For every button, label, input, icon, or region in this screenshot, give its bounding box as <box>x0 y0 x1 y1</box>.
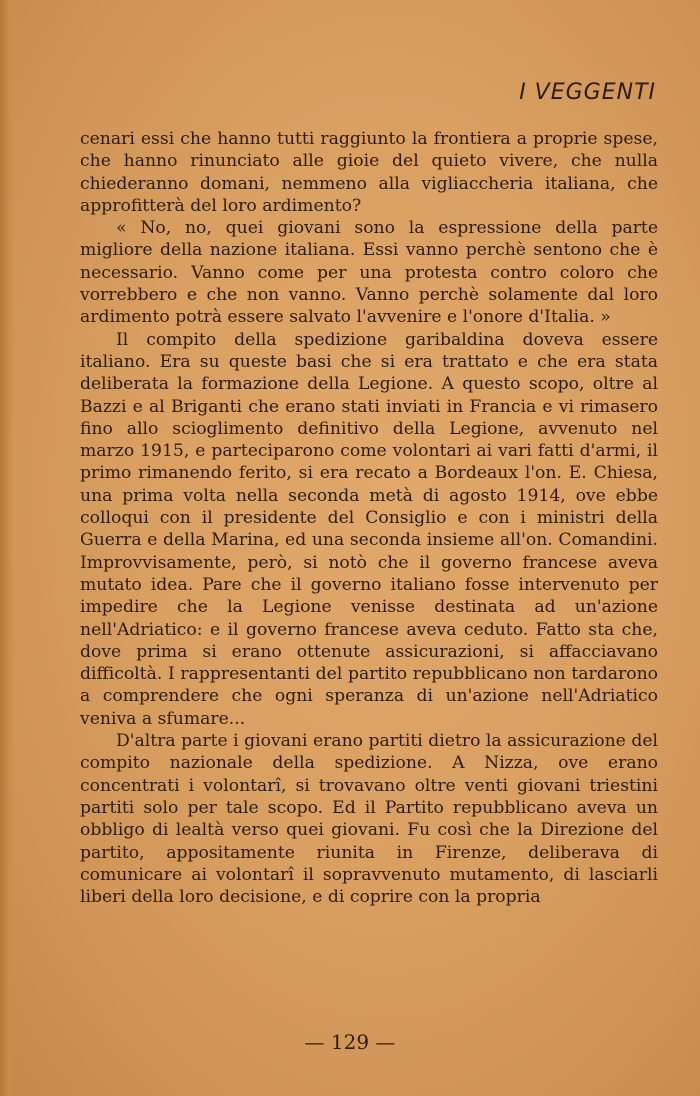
paragraph-giovani: D'altra parte i giovani erano partiti dietro la assicurazione del compito nazionale della spedizione. A Nizza, ove erano concentrati i volontarî, si trovavano oltre venti giovani triestini partiti solo per tale scopo. Ed il Partito repubblicano aveva un obbligo di lealtà verso quei giovani. Fu così che la Direzione del partito, appositamente riunita in Firenze, deliberava di comunicare ai volontarî il sopravvenuto mutamento, di lasciarli liberi della loro decisione, e di coprire con la propria <box>80 731 658 908</box>
paragraph-spedizione: Il compito della spedizione garibaldina doveva essere italiano. Era su queste basi che si era trattato e che era stata deliberata la formazione della Legione. A questo scopo, oltre al Bazzi e al Briganti che erano stati inviati in Francia e vi rimasero fino allo scioglimento definitivo della Legione, avvenuto nel marzo 1915, e parteciparono come volontari ai vari fatti d'armi, il primo rimanendo ferito, si era recato a Bordeaux l'on. E. Chiesa, una prima volta nella seconda metà di agosto 1914, ove ebbe colloqui con il presidente del Consiglio e con i ministri della Guerra e della Marina, ed una seconda insieme all'on. Comandini. Improvvisamente, però, si notò che il governo francese aveva mutato idea. Pare che il governo italiano fosse intervenuto per impedire che la Legione venisse destinata ad un'azione nell'Adriatico: e il governo francese aveva ceduto. Fatto sta che, dove prima si erano ottenute assicurazioni, si affacciavano difficoltà. I rappresentanti del partito repubblicano non tardarono a comprendere che ogni speranza di un'azione nell'Adriatico veniva a sfumare... <box>80 329 658 729</box>
body-text <box>80 128 658 908</box>
running-head: I VEGGENTI <box>519 80 656 105</box>
paragraph-quotation: « No, no, quei giovani sono la espressione della parte migliore della nazione italiana. Essi vanno perchè sentono che è necessario. Vanno come per una protesta contro coloro che vorrebbero e che non vanno. Vanno perchè solamente dal loro ardimento potrà essere salvato l'avvenire e l'onore d'Italia. » <box>80 218 658 328</box>
paragraph-continued: cenari essi che hanno tutti raggiunto la frontiera a proprie spese, che hanno rinunciato alle gioie del quieto vivere, che nulla chiederanno domani, nemmeno alla vigliaccheria italiana, che approfitterà del loro ardimento? <box>80 129 658 216</box>
page-edge-shadow <box>0 0 14 1096</box>
page-number: — 129 — <box>304 1030 396 1054</box>
